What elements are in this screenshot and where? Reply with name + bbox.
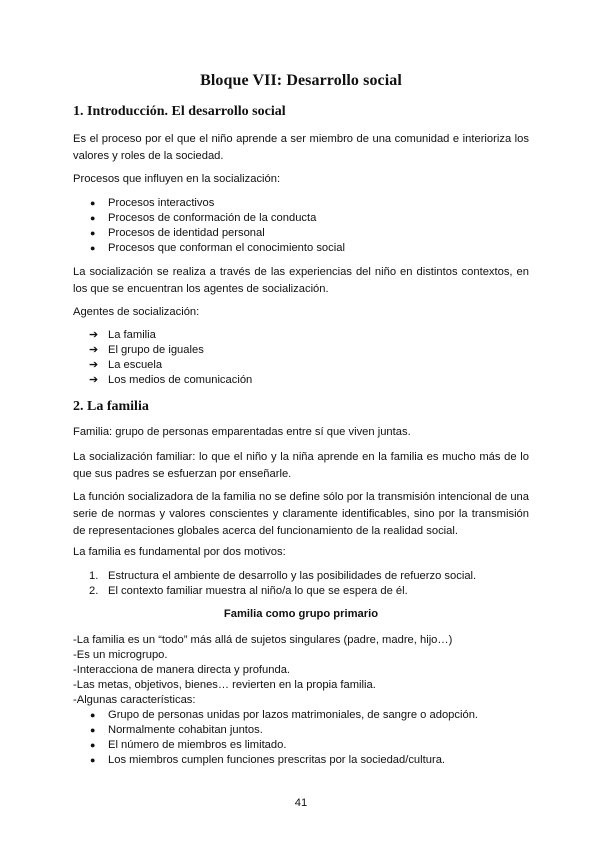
section-heading-familia: 2. La familia [73, 399, 149, 414]
bullet-icon: ● [90, 213, 96, 223]
list-item: ➔ Los medios de comunicación [89, 374, 253, 386]
bullet-icon: ● [90, 243, 96, 253]
processes-list [73, 196, 345, 256]
arrow-right-icon: ➔ [89, 344, 99, 356]
characteristics-list [73, 708, 478, 768]
list-item: 2. El contexto familiar muestra al niño/a lo que se espera de él. [89, 585, 408, 597]
list-item: ● Procesos de identidad personal [90, 227, 265, 239]
paragraph-intro: Es el proceso por el que el niño aprende a ser miembro de una comunidad e interioriza los valores y roles de la sociedad. [73, 133, 529, 162]
page-title: Bloque VII: Desarrollo social [200, 72, 402, 89]
paragraph-family-socialization: La socialización familiar: lo que el niño y la niña aprende en la familia es mucho más de lo que sus padres se esfuerzan por enseñarle. [73, 451, 529, 480]
primary-line: -Algunas características: [73, 694, 196, 706]
paragraph-function: La función socializadora de la familia no se define sólo por la transmisión intencional de una serie de normas y valores conscientes y claramente identificables, sino por la transmisión de representaciones globales acerca del funcionamiento de la realidad social. [73, 491, 529, 537]
agents-label: Agentes de socialización: [73, 306, 200, 318]
primary-line: -Interacciona de manera directa y profunda. [73, 664, 291, 676]
bullet-icon: ● [90, 725, 96, 735]
primary-group-heading: Familia como grupo primario [223, 608, 379, 620]
list-item: ➔ La familia [89, 329, 156, 341]
list-item: ● El número de miembros es limitado. [90, 739, 287, 751]
bullet-icon: ● [90, 755, 96, 765]
section-heading-introduccion: 1. Introducción. El desarrollo social [73, 104, 286, 119]
primary-line: -Es un microgrupo. [73, 649, 168, 661]
bullet-icon: ● [90, 198, 96, 208]
list-item: ● Procesos que conforman el conocimiento social [90, 242, 345, 254]
list-item: ● Los miembros cumplen funciones prescritas por la sociedad/cultura. [90, 754, 446, 766]
list-item: ➔ La escuela [89, 359, 163, 371]
page-number: 41 [294, 797, 308, 809]
list-item: ● Grupo de personas unidas por lazos matrimoniales, de sangre o adopción. [90, 709, 479, 721]
list-item: ● Normalmente cohabitan juntos. [90, 724, 263, 736]
primary-line: -Las metas, objetivos, bienes… revierten en la propia familia. [73, 679, 376, 691]
agents-list [73, 328, 252, 388]
primary-line: -La familia es un “todo” más allá de sujetos singulares (padre, madre, hijo…) [73, 634, 453, 646]
paragraph-contexts: La socialización se realiza a través de las experiencias del niño en distintos contextos, en los que se encuentran los agentes de socialización. [73, 266, 529, 295]
bullet-icon: ● [90, 710, 96, 720]
list-item: ● Procesos interactivos [90, 197, 215, 209]
reasons-label: La familia es fundamental por dos motivos: [73, 546, 286, 558]
list-item: ➔ El grupo de iguales [89, 344, 204, 356]
paragraph-definition: Familia: grupo de personas emparentadas entre sí que viven juntas. [73, 426, 411, 438]
list-item: 1. Estructura el ambiente de desarrollo y las posibilidades de refuerzo social. [89, 570, 477, 582]
bullet-icon: ● [90, 228, 96, 238]
bullet-icon: ● [90, 740, 96, 750]
arrow-right-icon: ➔ [89, 359, 99, 371]
list-item: ● Procesos de conformación de la conducta [90, 212, 317, 224]
reasons-list [73, 569, 476, 599]
processes-label: Procesos que influyen en la socialización: [73, 173, 281, 185]
arrow-right-icon: ➔ [89, 329, 99, 341]
arrow-right-icon: ➔ [89, 374, 99, 386]
